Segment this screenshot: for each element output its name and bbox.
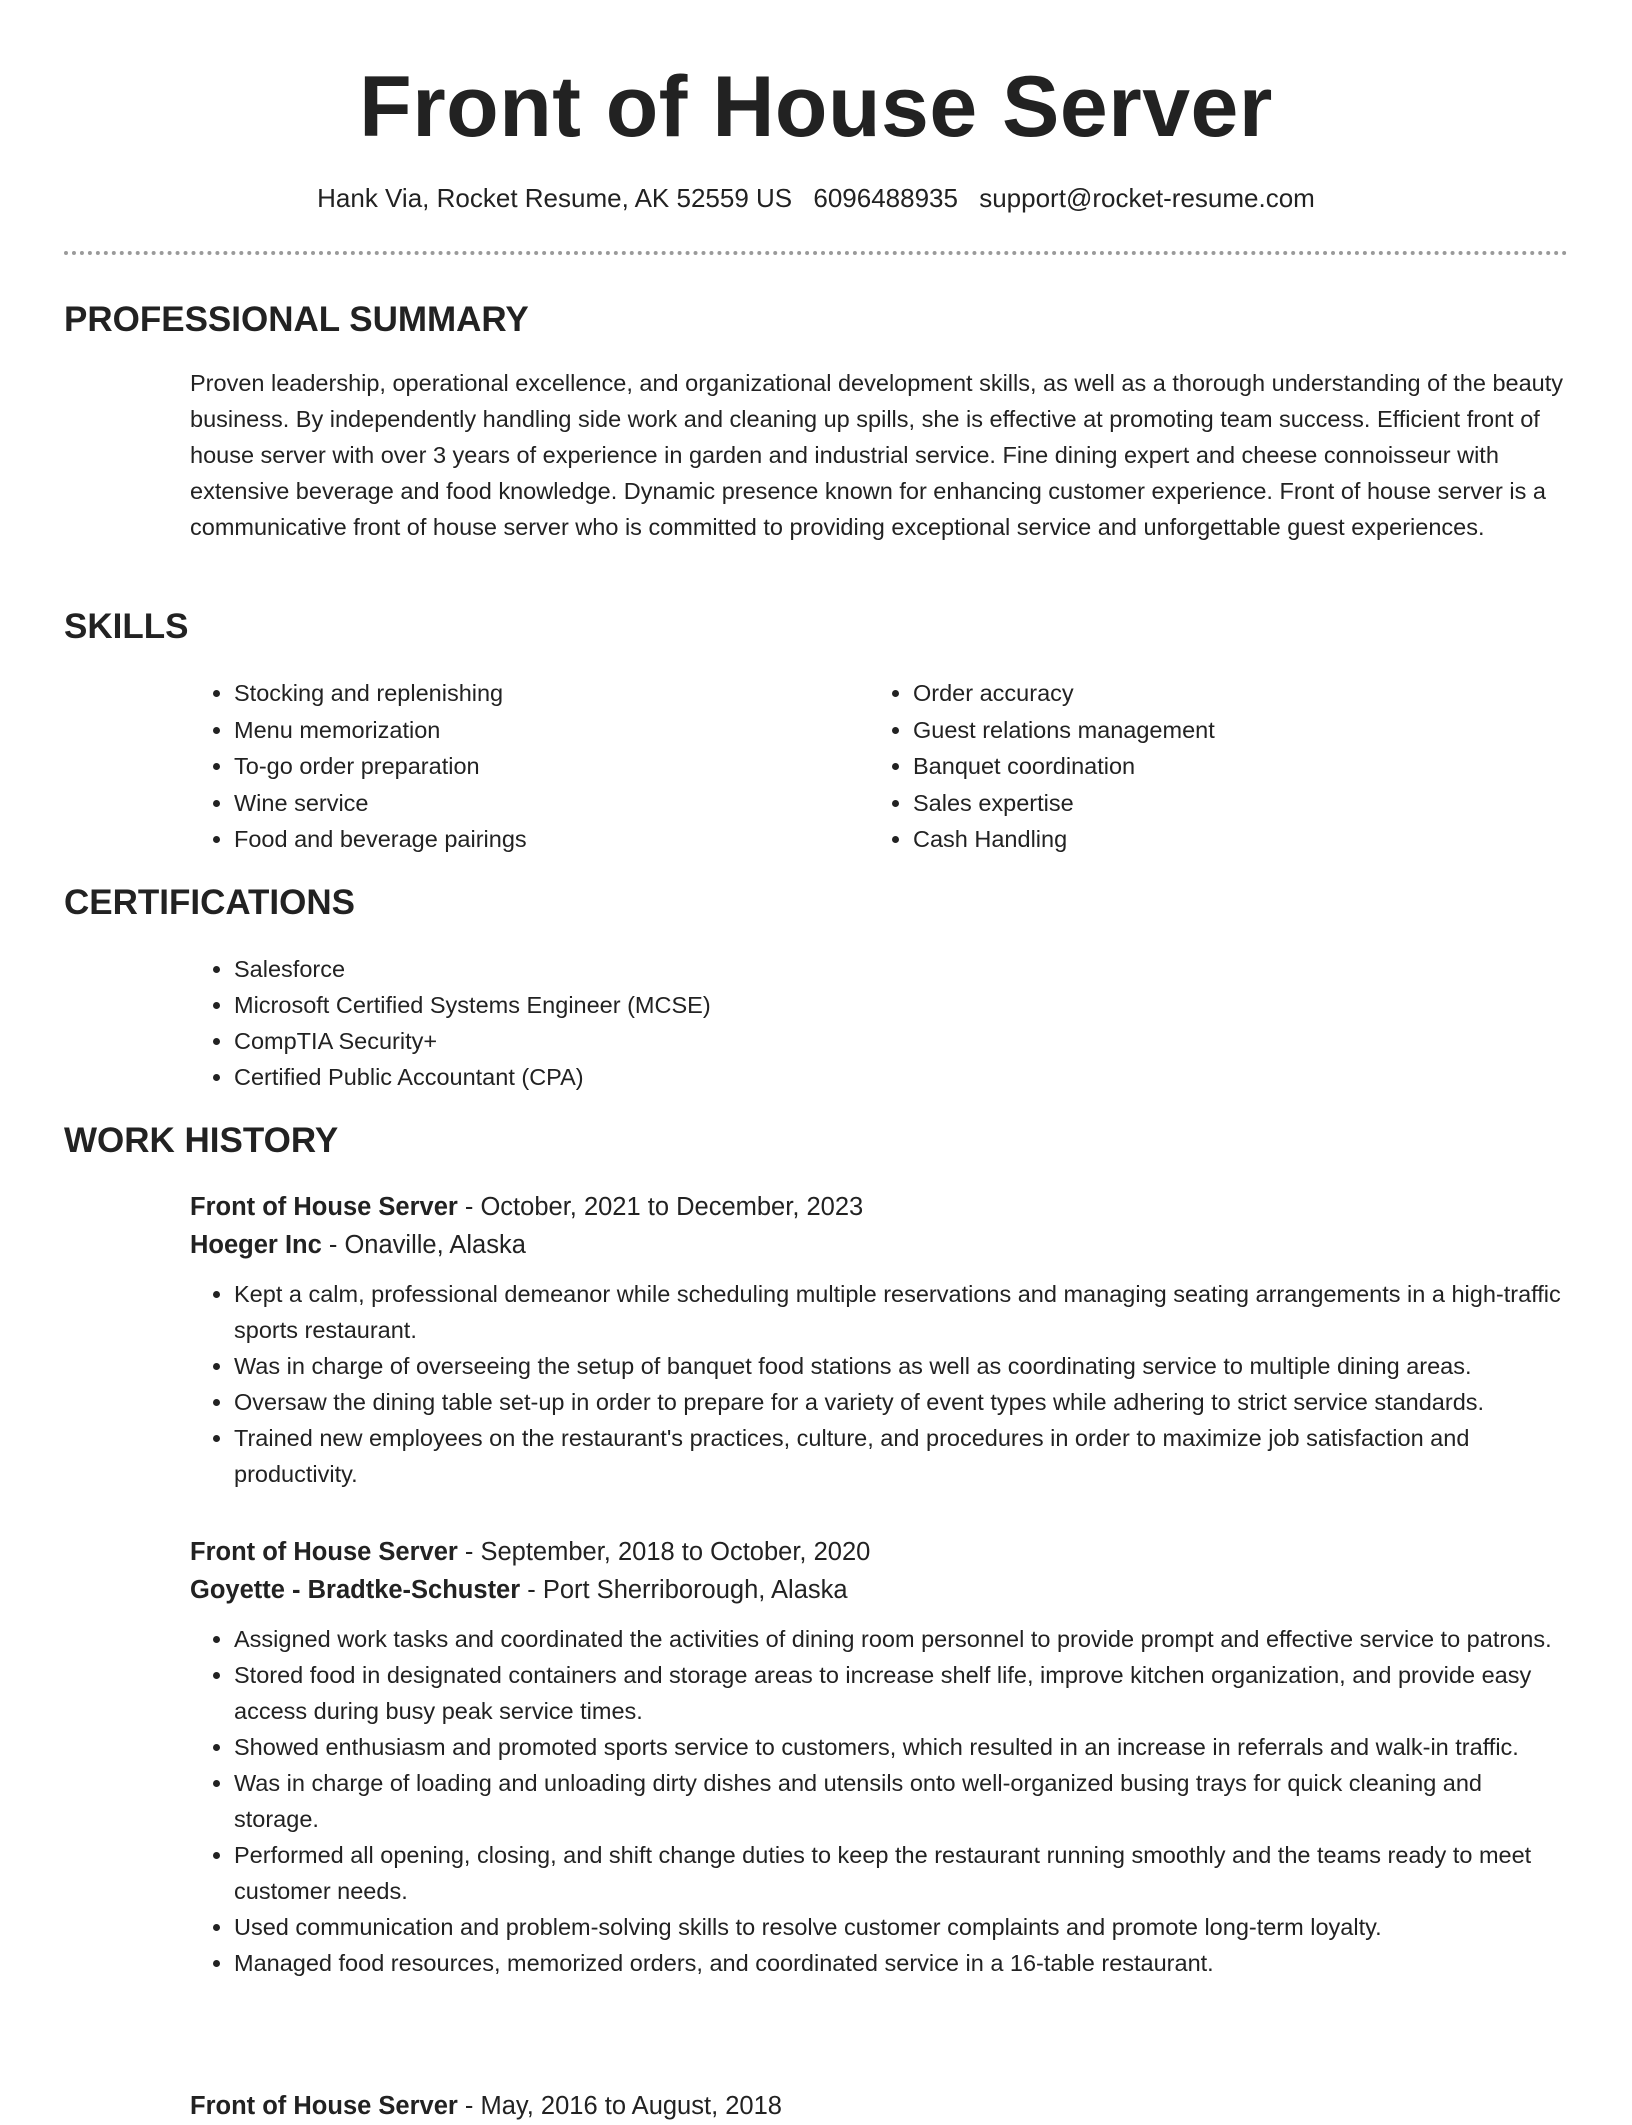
job-bullet: • Was in charge of loading and unloading dirty dishes and utensils onto well-organized busing trays for quick cleaning and storage. — [234, 1765, 1568, 1837]
job-title-line — [190, 2087, 1568, 2125]
contact-address: Hank Via, Rocket Resume, AK 52559 US — [317, 183, 793, 213]
job-title: Front of House Server — [190, 1538, 458, 1566]
skills-heading: SKILLS — [64, 607, 189, 646]
skill-item: • To-go order preparation — [234, 748, 850, 785]
certification-item: • CompTIA Security+ — [234, 1023, 1190, 1059]
skill-item: • Menu memorization — [234, 712, 850, 749]
job-title: Front of House Server — [190, 2092, 458, 2120]
job-entry — [190, 1533, 1568, 1981]
work-history-heading: WORK HISTORY — [64, 1121, 339, 1160]
skill-item: • Guest relations management — [913, 712, 1529, 749]
skill-item: • Wine service — [234, 785, 850, 822]
certification-item: • Microsoft Certified Systems Engineer (MCSE) — [234, 987, 1190, 1023]
job-dates: - October, 2021 to December, 2023 — [457, 1193, 864, 1221]
job-bullet: • Oversaw the dining table set-up in order to prepare for a variety of event types while adhering to strict service standards. — [234, 1384, 1568, 1420]
job-bullet: • Showed enthusiasm and promoted sports service to customers, which resulted in an increase in referrals and walk-in traffic. — [234, 1729, 1568, 1765]
skill-item: • Banquet coordination — [913, 748, 1529, 785]
certifications-list — [190, 951, 1190, 1095]
skill-item: • Order accuracy — [913, 675, 1529, 712]
job-company-line — [190, 1571, 1568, 1609]
job-bullet: • Assigned work tasks and coordinated the activities of dining room personnel to provide prompt and effective service to patrons. — [234, 1621, 1568, 1657]
job-title: Front of House Server — [190, 1193, 458, 1221]
contact-email: support@rocket-resume.com — [979, 183, 1315, 213]
job-company: Goyette - Bradtke-Schuster — [190, 1576, 521, 1604]
skill-item: • Cash Handling — [913, 821, 1529, 858]
skills-left-list — [190, 675, 850, 858]
job-bullet: • Performed all opening, closing, and shift change duties to keep the restaurant running smoothly and the teams ready to meet customer needs. — [234, 1837, 1568, 1909]
skills-right-column — [869, 675, 1529, 858]
job-entry — [190, 1188, 1568, 1492]
job-bullet: • Stored food in designated containers and storage areas to increase shelf life, improve kitchen organization, and provide easy access during busy peak service times. — [234, 1657, 1568, 1729]
job-title-line — [190, 1533, 1568, 1571]
job-bullets — [190, 1621, 1568, 1981]
skills-left-column — [190, 675, 850, 858]
job-location: - Onaville, Alaska — [321, 1231, 526, 1259]
job-bullet: • Used communication and problem-solving skills to resolve customer complaints and promote long-term loyalty. — [234, 1909, 1568, 1945]
job-company-line — [190, 1226, 1568, 1264]
job-bullet: • Was in charge of overseeing the setup of banquet food stations as well as coordinating service to multiple dining areas. — [234, 1348, 1568, 1384]
skill-item: • Food and beverage pairings — [234, 821, 850, 858]
summary-text: Proven leadership, operational excellence, and organizational development skills, as well as a thorough understanding of the beauty business. By independently handling side work and cleaning up spills, she is effective at promoting team success. Efficient front of house server with over 3 years of experience in garden and industrial service. Fine dining expert and cheese connoisseur with extensive beverage and food knowledge. Dynamic presence known for enhancing customer experience. Front of house server is a communicative front of house server who is committed to providing exceptional service and unforgettable guest experiences. — [190, 370, 1564, 540]
certification-item: • Salesforce — [234, 951, 1190, 987]
skills-right-list — [869, 675, 1529, 858]
skill-item: • Sales expertise — [913, 785, 1529, 822]
certifications-block — [190, 951, 1190, 1095]
job-dates: - May, 2016 to August, 2018 — [457, 2092, 782, 2120]
summary-heading: PROFESSIONAL SUMMARY — [64, 300, 529, 339]
job-bullets — [190, 1276, 1568, 1492]
job-dates: - September, 2018 to October, 2020 — [457, 1538, 871, 1566]
certifications-heading: CERTIFICATIONS — [64, 883, 356, 922]
header-divider — [64, 251, 1568, 255]
job-entry — [190, 2087, 1568, 2125]
contact-phone: 6096488935 — [813, 183, 958, 213]
job-title-line — [190, 1188, 1568, 1226]
skill-item: • Stocking and replenishing — [234, 675, 850, 712]
job-location: - Port Sherriborough, Alaska — [520, 1576, 848, 1604]
job-bullet: • Managed food resources, memorized orders, and coordinated service in a 16-table restaurant. — [234, 1945, 1568, 1981]
certification-item: • Certified Public Accountant (CPA) — [234, 1059, 1190, 1095]
job-bullet: • Kept a calm, professional demeanor while scheduling multiple reservations and managing seating arrangements in a high-traffic sports restaurant. — [234, 1276, 1568, 1348]
contact-line — [0, 180, 1632, 216]
job-company: Hoeger Inc — [190, 1231, 322, 1259]
job-bullet: • Trained new employees on the restaurant's practices, culture, and procedures in order to maximize job satisfaction and productivity. — [234, 1420, 1568, 1492]
resume-title: Front of House Server — [359, 59, 1273, 155]
